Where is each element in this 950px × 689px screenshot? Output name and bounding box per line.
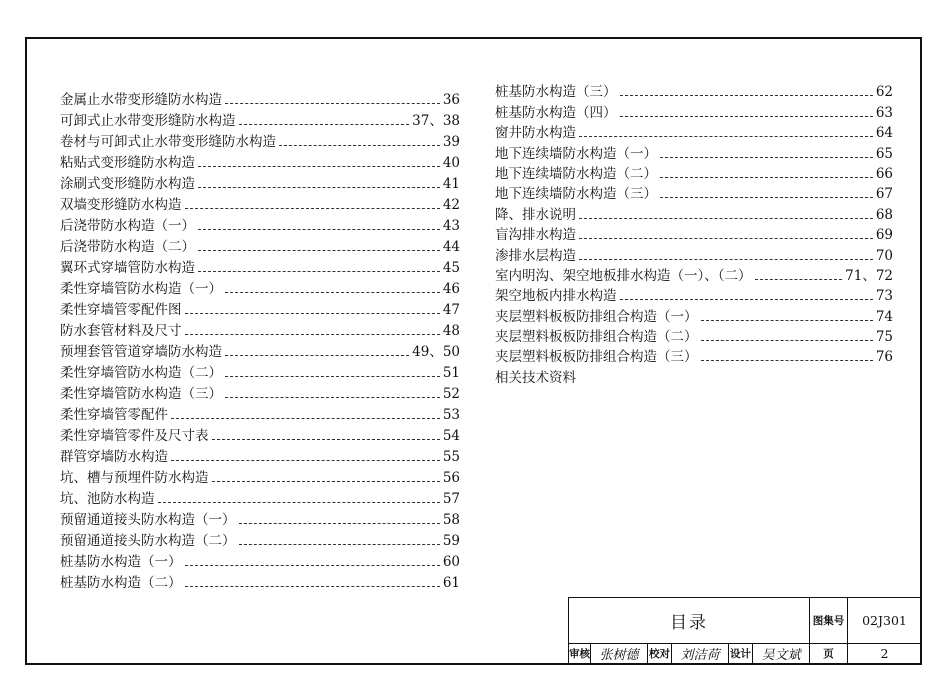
toc-entry-title: 预留通道接头防水构造（二） xyxy=(60,533,236,549)
toc-entry xyxy=(60,235,460,256)
dot-leader xyxy=(579,136,873,137)
toc-entry-title: 夹层塑料板板防排组合构造（二） xyxy=(495,329,698,346)
toc-entry-title: 后浇带防水构造（二） xyxy=(60,239,195,255)
toc-entry-title: 预留通道接头防水构造（一） xyxy=(60,512,236,528)
review-signature: 张树德 xyxy=(591,644,648,663)
toc-entry-page: 70 xyxy=(875,247,893,264)
toc-entry xyxy=(495,224,893,244)
toc-entry-page: 56 xyxy=(442,470,460,486)
toc-entry xyxy=(495,305,893,325)
toc-entry xyxy=(60,340,460,361)
toc-entry-page: 69 xyxy=(875,227,893,244)
dot-leader xyxy=(185,334,440,335)
toc-entry xyxy=(495,101,893,121)
toc-entry-title: 架空地板内排水构造 xyxy=(495,288,617,305)
toc-entry-title: 双墙变形缝防水构造 xyxy=(60,197,182,213)
dot-leader xyxy=(701,320,873,321)
toc-entry xyxy=(60,214,460,235)
toc-entry xyxy=(60,319,460,340)
toc-entry xyxy=(495,81,893,101)
toc-entry-title: 柔性穿墙管防水构造（二） xyxy=(60,365,222,381)
toc-entry-page: 68 xyxy=(875,206,893,223)
toc-entry-title: 金属止水带变形缝防水构造 xyxy=(60,92,222,108)
toc-entry xyxy=(495,142,893,162)
toc-entry-page: 47 xyxy=(442,302,460,318)
toc-entry xyxy=(60,298,460,319)
toc-entry-page: 37、38 xyxy=(412,113,460,129)
toc-entry-title: 翼环式穿墙管防水构造 xyxy=(60,260,195,276)
toc-entry-page: 52 xyxy=(442,386,460,402)
toc-entry xyxy=(60,550,460,571)
toc-entry-page: 43 xyxy=(442,218,460,234)
toc-entry xyxy=(495,183,893,203)
toc-entry-title: 群管穿墙防水构造 xyxy=(60,449,168,465)
toc-entry xyxy=(60,256,460,277)
review-label: 审核 xyxy=(569,644,591,663)
check-signature: 刘洁荷 xyxy=(672,644,729,663)
toc-entry-title: 渗排水层构造 xyxy=(495,247,576,264)
dot-leader xyxy=(755,279,843,280)
dot-leader xyxy=(239,523,440,524)
toc-entry xyxy=(495,285,893,305)
toc-entry-title: 坑、槽与预埋件防水构造 xyxy=(60,470,209,486)
toc-entry xyxy=(60,445,460,466)
toc-entry-page: 65 xyxy=(875,145,893,162)
toc-entry-page: 62 xyxy=(875,84,893,101)
toc-entry xyxy=(60,466,460,487)
toc-entry-page: 46 xyxy=(442,281,460,297)
toc-entry-page: 57 xyxy=(442,491,460,507)
toc-entry-page: 53 xyxy=(442,407,460,423)
toc-entry-title: 地下连续墙防水构造（二） xyxy=(495,165,657,182)
toc-entry xyxy=(60,487,460,508)
title-block-top-row xyxy=(568,597,922,643)
toc-entry-page: 73 xyxy=(875,288,893,305)
dot-leader xyxy=(279,145,440,146)
toc-entry xyxy=(60,109,460,130)
atlas-number-label: 图集号 xyxy=(810,598,848,643)
dot-leader xyxy=(701,340,873,341)
toc-entry-title: 夹层塑料板板防排组合构造（三） xyxy=(495,349,698,366)
toc-entry-title: 预埋套管管道穿墙防水构造 xyxy=(60,344,222,360)
dot-leader xyxy=(620,116,873,117)
dot-leader xyxy=(225,103,440,104)
toc-entry-page: 51 xyxy=(442,365,460,381)
toc-entry-page: 55 xyxy=(442,449,460,465)
toc-entry-title: 桩基防水构造（一） xyxy=(60,554,182,570)
toc-entry xyxy=(60,130,460,151)
design-label: 设计 xyxy=(729,644,753,663)
toc-entry xyxy=(60,529,460,550)
dot-leader xyxy=(198,250,440,251)
toc-entry-page: 54 xyxy=(442,428,460,444)
toc-entry xyxy=(60,403,460,424)
design-signature: 吴文斌 xyxy=(753,644,810,663)
check-label: 校对 xyxy=(648,644,672,663)
toc-entry-title: 防水套管材料及尺寸 xyxy=(60,323,182,339)
toc-right-column xyxy=(495,81,893,387)
toc-entry-page: 49、50 xyxy=(412,344,460,360)
toc-entry-title: 可卸式止水带变形缝防水构造 xyxy=(60,113,236,129)
dot-leader xyxy=(239,544,440,545)
toc-entry-title: 窗井防水构造 xyxy=(495,125,576,142)
toc-entry-page: 59 xyxy=(442,533,460,549)
dot-leader xyxy=(620,299,873,300)
toc-entry-page: 61 xyxy=(442,575,460,591)
toc-entry-page: 75 xyxy=(875,329,893,346)
dot-leader xyxy=(185,586,440,587)
dot-leader xyxy=(212,481,440,482)
toc-entry-page: 64 xyxy=(875,125,893,142)
toc-entry-title: 降、排水说明 xyxy=(495,206,576,223)
toc-entry-page: 42 xyxy=(442,197,460,213)
dot-leader xyxy=(579,218,873,219)
page-number: 2 xyxy=(880,646,889,661)
toc-entry-page: 58 xyxy=(442,512,460,528)
toc-entry-title: 后浇带防水构造（一） xyxy=(60,218,195,234)
toc-entry xyxy=(495,122,893,142)
toc-entry-page: 74 xyxy=(875,308,893,325)
dot-leader xyxy=(198,166,440,167)
toc-entry-title: 地下连续墙防水构造（三） xyxy=(495,186,657,203)
toc-entry xyxy=(495,244,893,264)
dot-leader xyxy=(185,208,440,209)
toc-entry-title: 柔性穿墙管零件及尺寸表 xyxy=(60,428,209,444)
toc-entry xyxy=(495,326,893,346)
toc-entry-page: 36 xyxy=(442,92,460,108)
dot-leader xyxy=(198,229,440,230)
dot-leader xyxy=(660,177,873,178)
toc-entry-page: 71、72 xyxy=(845,267,893,284)
toc-entry xyxy=(495,163,893,183)
toc-entry-title: 桩基防水构造（二） xyxy=(60,575,182,591)
page-label: 页 xyxy=(810,644,848,663)
dot-leader xyxy=(185,313,440,314)
dot-leader xyxy=(225,355,409,356)
toc-entry-page: 40 xyxy=(442,155,460,171)
dot-leader xyxy=(660,197,873,198)
toc-left-column xyxy=(60,88,460,592)
toc-entry xyxy=(60,193,460,214)
dot-leader xyxy=(185,565,440,566)
toc-entry-page: 67 xyxy=(875,186,893,203)
title-block xyxy=(568,597,922,663)
toc-entry-title: 卷材与可卸式止水带变形缝防水构造 xyxy=(60,134,276,150)
toc-entry-title: 柔性穿墙管零配件 xyxy=(60,407,168,423)
dot-leader xyxy=(620,95,873,96)
dot-leader xyxy=(198,271,440,272)
toc-entry-page: 39 xyxy=(442,134,460,150)
dot-leader xyxy=(158,502,440,503)
dot-leader xyxy=(171,460,440,461)
toc-entry-page: 45 xyxy=(442,260,460,276)
dot-leader xyxy=(225,376,440,377)
toc-entry xyxy=(60,172,460,193)
toc-entry-title: 桩基防水构造（四） xyxy=(495,104,617,121)
dot-leader xyxy=(225,292,440,293)
toc-entry-title: 粘贴式变形缝防水构造 xyxy=(60,155,195,171)
toc-entry xyxy=(60,424,460,445)
dot-leader xyxy=(212,439,440,440)
toc-entry-title: 地下连续墙防水构造（一） xyxy=(495,145,657,162)
toc-entry xyxy=(60,88,460,109)
toc-entry-title: 柔性穿墙管防水构造（一） xyxy=(60,281,222,297)
toc-entry-title: 桩基防水构造（三） xyxy=(495,84,617,101)
toc-entry xyxy=(60,151,460,172)
toc-entry-title: 柔性穿墙管零配件图 xyxy=(60,302,182,318)
toc-entry-page: 66 xyxy=(875,165,893,182)
dot-leader xyxy=(701,360,873,361)
toc-entry-page: 60 xyxy=(442,554,460,570)
toc-entry-page: 44 xyxy=(442,239,460,255)
title-block-bottom-row xyxy=(568,643,922,663)
dot-leader xyxy=(171,418,440,419)
dot-leader xyxy=(198,187,440,188)
dot-leader xyxy=(579,238,873,239)
toc-entry-title: 盲沟排水构造 xyxy=(495,227,576,244)
toc-entry xyxy=(60,277,460,298)
toc-entry-title: 室内明沟、架空地板排水构造（一）、（二） xyxy=(495,267,752,284)
dot-leader xyxy=(660,157,873,158)
toc-entry-page: 48 xyxy=(442,323,460,339)
toc-entry xyxy=(495,203,893,223)
title-block-title: 目录 xyxy=(569,598,810,643)
toc-entry xyxy=(495,265,893,285)
toc-entry xyxy=(495,346,893,366)
dot-leader xyxy=(239,124,410,125)
toc-entry-title: 柔性穿墙管防水构造（三） xyxy=(60,386,222,402)
toc-entry xyxy=(60,571,460,592)
toc-entry-related-docs: 相关技术资料 xyxy=(495,370,576,387)
dot-leader xyxy=(579,259,873,260)
toc-entry-page: 76 xyxy=(875,349,893,366)
dot-leader xyxy=(225,397,440,398)
toc-entry-page: 41 xyxy=(442,176,460,192)
toc-entry-title: 坑、池防水构造 xyxy=(60,491,155,507)
toc-entry xyxy=(60,508,460,529)
toc-entry xyxy=(60,361,460,382)
toc-entry-title: 涂刷式变形缝防水构造 xyxy=(60,176,195,192)
atlas-number: 02J301 xyxy=(862,613,907,628)
toc-entry-page: 63 xyxy=(875,104,893,121)
toc-entry-title: 夹层塑料板板防排组合构造（一） xyxy=(495,308,698,325)
toc-entry xyxy=(60,382,460,403)
